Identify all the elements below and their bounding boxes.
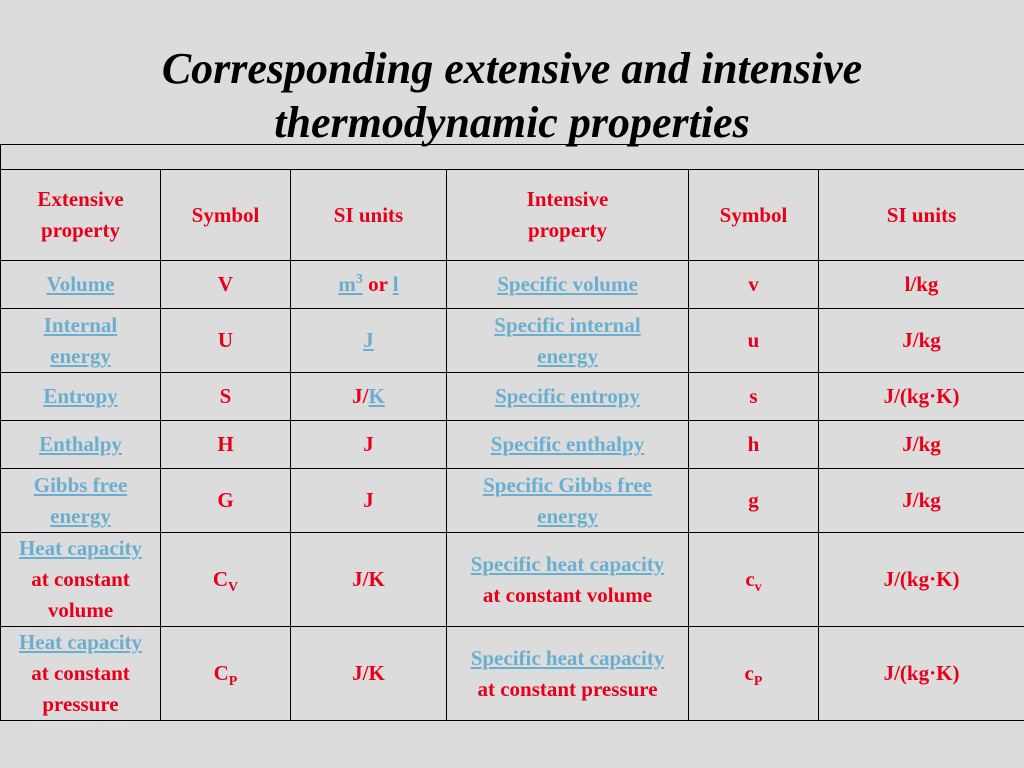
link-text: energy	[50, 343, 111, 368]
intensive-units-cell: J/kg	[819, 421, 1024, 469]
link-specific-heat-capacity[interactable]: Specific heat capacity	[470, 551, 665, 576]
link-entropy[interactable]: Entropy	[43, 384, 118, 408]
link-internal-energy[interactable]	[44, 313, 118, 368]
table-row	[1, 261, 1024, 309]
intensive-units-cell: l/kg	[819, 261, 1024, 309]
intensive-cell	[447, 627, 689, 721]
units-cell	[291, 261, 447, 309]
extensive-cell	[1, 421, 161, 469]
header-symbol: Symbol	[161, 170, 291, 261]
qualifier-text: pressure	[42, 692, 119, 716]
link-enthalpy[interactable]: Enthalpy	[39, 432, 122, 456]
units-cell: J	[291, 469, 447, 533]
intensive-symbol-cell	[689, 533, 819, 627]
units-cell: J	[291, 421, 447, 469]
page-title	[0, 42, 1024, 150]
symbol-text: c	[744, 661, 754, 685]
intensive-units-cell: J/(kg·K)	[819, 373, 1024, 421]
table-row	[1, 627, 1024, 721]
extensive-cell	[1, 627, 161, 721]
extensive-cell	[1, 309, 161, 373]
link-heat-capacity[interactable]: Heat capacity	[18, 630, 143, 654]
extensive-cell	[1, 261, 161, 309]
qualifier-text: at constant volume	[482, 582, 653, 607]
symbol-subscript: P	[228, 674, 238, 690]
intensive-symbol-cell: h	[689, 421, 819, 469]
link-text: energy	[537, 343, 598, 368]
symbol-cell: V	[161, 261, 291, 309]
qualifier-text: volume	[47, 598, 114, 622]
link-gibbs-free-energy[interactable]	[34, 473, 128, 528]
table-row	[1, 469, 1024, 533]
intensive-cell	[447, 533, 689, 627]
unit-text: J/	[352, 384, 369, 408]
table-row	[1, 533, 1024, 627]
symbol-cell: H	[161, 421, 291, 469]
symbol-subscript: V	[228, 580, 239, 596]
symbol-subscript: v	[754, 580, 762, 596]
header-extensive-property	[1, 170, 161, 261]
unit-text: m	[338, 272, 356, 296]
link-specific-enthalpy[interactable]: Specific enthalpy	[490, 432, 645, 456]
symbol-text: c	[745, 567, 755, 591]
header-text: Intensive	[526, 187, 609, 211]
blank-cell	[1, 145, 1024, 170]
link-heat-capacity[interactable]: Heat capacity	[18, 536, 143, 560]
intensive-units-cell: J/kg	[819, 309, 1024, 373]
table-blank-row	[1, 145, 1024, 170]
qualifier-text: at constant	[31, 567, 130, 591]
symbol-text: C	[212, 567, 229, 591]
qualifier-text: at constant pressure	[477, 676, 658, 701]
link-text: energy	[537, 503, 598, 528]
link-volume[interactable]: Volume	[46, 272, 115, 296]
header-si-units: SI units	[291, 170, 447, 261]
header-si-units-intensive: SI units	[819, 170, 1024, 261]
intensive-cell	[447, 469, 689, 533]
link-litre[interactable]: l	[392, 272, 399, 296]
intensive-cell	[447, 421, 689, 469]
units-cell: J/K	[291, 627, 447, 721]
intensive-symbol-cell: g	[689, 469, 819, 533]
header-symbol-intensive: Symbol	[689, 170, 819, 261]
unit-superscript: 3	[355, 272, 363, 287]
qualifier-text: at constant	[31, 661, 130, 685]
link-kelvin[interactable]: K	[368, 384, 385, 408]
link-joule[interactable]: J	[363, 328, 374, 352]
properties-table	[0, 144, 1024, 721]
intensive-cell	[447, 373, 689, 421]
intensive-cell	[447, 261, 689, 309]
title-line-2: thermodynamic properties	[274, 98, 750, 147]
table-row	[1, 309, 1024, 373]
header-text: property	[41, 218, 120, 242]
link-specific-volume[interactable]: Specific volume	[497, 272, 638, 296]
symbol-cell	[161, 533, 291, 627]
title-line-1: Corresponding extensive and intensive	[161, 44, 863, 93]
header-text: property	[528, 218, 607, 242]
units-cell: J/K	[291, 533, 447, 627]
extensive-cell	[1, 469, 161, 533]
link-text: Specific Gibbs free	[483, 472, 652, 497]
link-specific-heat-capacity[interactable]: Specific heat capacity	[470, 645, 665, 670]
link-text: Gibbs free	[33, 472, 128, 497]
symbol-cell: U	[161, 309, 291, 373]
intensive-units-cell: J/(kg·K)	[819, 627, 1024, 721]
intensive-symbol-cell: u	[689, 309, 819, 373]
intensive-symbol-cell	[689, 627, 819, 721]
header-intensive-property	[447, 170, 689, 261]
symbol-text: C	[213, 661, 229, 685]
link-specific-entropy[interactable]: Specific entropy	[495, 384, 640, 408]
extensive-cell	[1, 533, 161, 627]
link-text: Internal	[43, 312, 118, 337]
header-text: Extensive	[37, 187, 124, 211]
link-cubic-metre[interactable]	[338, 272, 363, 296]
symbol-cell	[161, 627, 291, 721]
link-specific-internal-energy[interactable]	[494, 313, 640, 368]
symbol-subscript: P	[753, 674, 763, 690]
link-text: Specific internal	[494, 312, 641, 337]
intensive-units-cell: J/kg	[819, 469, 1024, 533]
symbol-cell: S	[161, 373, 291, 421]
intensive-units-cell: J/(kg·K)	[819, 533, 1024, 627]
extensive-cell	[1, 373, 161, 421]
intensive-symbol-cell: v	[689, 261, 819, 309]
link-specific-gibbs-free-energy[interactable]	[483, 473, 652, 528]
table-row	[1, 373, 1024, 421]
link-text: energy	[50, 503, 111, 528]
table-row	[1, 421, 1024, 469]
symbol-cell: G	[161, 469, 291, 533]
unit-or: or	[362, 272, 393, 296]
intensive-cell	[447, 309, 689, 373]
units-cell	[291, 309, 447, 373]
table-header-row	[1, 170, 1024, 261]
units-cell	[291, 373, 447, 421]
intensive-symbol-cell: s	[689, 373, 819, 421]
